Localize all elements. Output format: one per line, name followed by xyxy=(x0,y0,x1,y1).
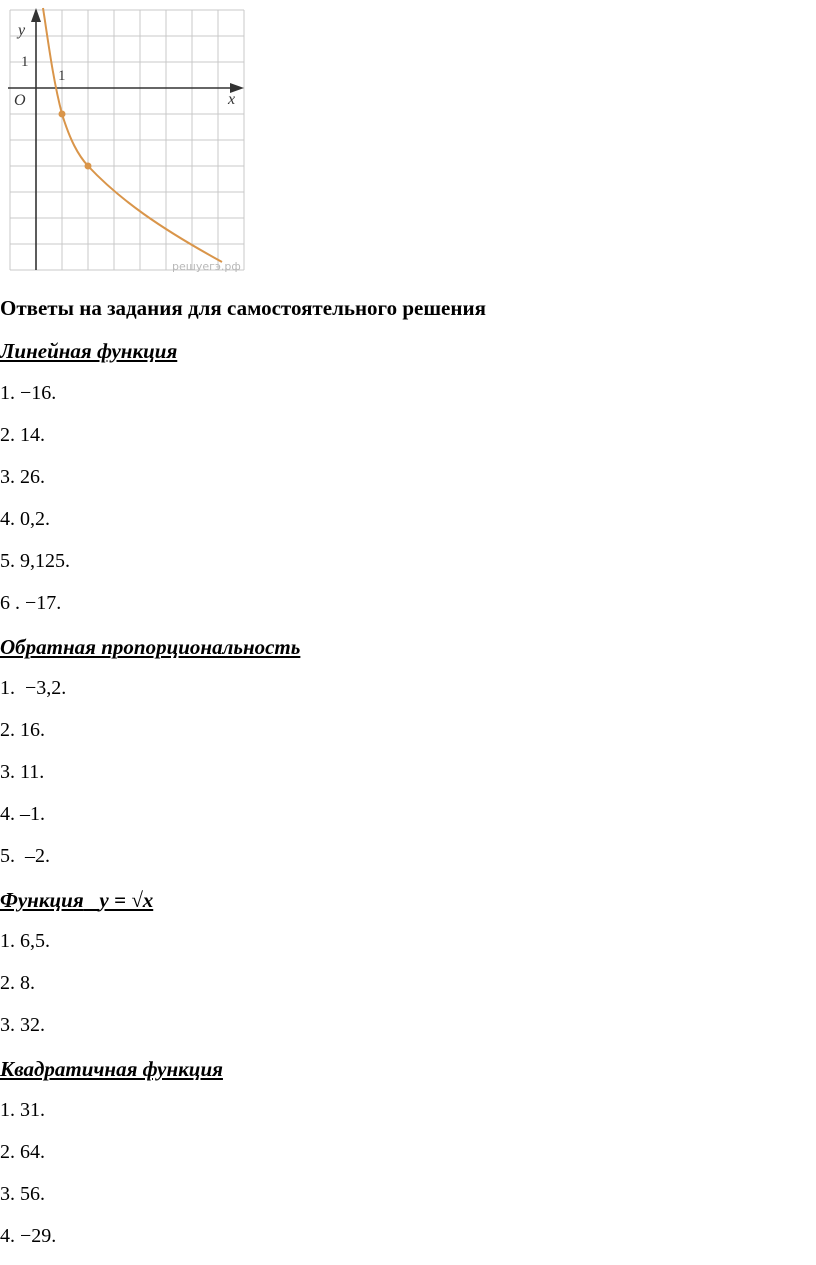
answer-line: 3. 56. xyxy=(0,1183,45,1205)
answer-line: 4. −29. xyxy=(0,1225,57,1247)
answer-line: 1. 31. xyxy=(0,1099,45,1121)
answer-line: 3. 11. xyxy=(0,761,45,783)
section-heading-inverse-proportionality: Обратная пропорциональность xyxy=(0,635,301,659)
function-curve xyxy=(43,8,222,262)
section-heading-text: Функция xyxy=(0,888,84,912)
y-unit-label: 1 xyxy=(21,54,29,70)
x-unit-label: 1 xyxy=(58,68,66,84)
answer-line: 6 . −17. xyxy=(0,592,62,614)
function-graph xyxy=(0,0,252,276)
answer-line: 5. –2. xyxy=(0,845,50,867)
answer-line: 4. 0,2. xyxy=(0,508,50,530)
answer-line: 2. 8. xyxy=(0,972,35,994)
answer-line: 1. −16. xyxy=(0,382,57,404)
answer-line: 2. 16. xyxy=(0,719,45,741)
x-axis-label: x xyxy=(228,91,236,108)
document-title: Ответы на задания для самостоятельного решения xyxy=(0,296,486,320)
y-axis-label: y xyxy=(18,22,26,39)
curve-point xyxy=(59,111,66,118)
answer-line: 2. 14. xyxy=(0,424,45,446)
answer-line: 3. 32. xyxy=(0,1014,45,1036)
answer-line: 5. 9,125. xyxy=(0,550,70,572)
section-heading-quadratic: Квадратичная функция xyxy=(0,1057,223,1081)
answer-line: 3. 26. xyxy=(0,466,45,488)
answer-line: 2. 64. xyxy=(0,1141,45,1163)
answer-line: 1. −3,2. xyxy=(0,677,67,699)
grid xyxy=(10,10,244,270)
watermark: решуегэ.рф xyxy=(172,260,241,273)
answer-line: 1. 6,5. xyxy=(0,930,50,952)
section-heading-sqrt-function xyxy=(0,888,153,913)
origin-label: O xyxy=(14,92,26,109)
answer-line: 4. –1. xyxy=(0,803,45,825)
section-heading-linear: Линейная функция xyxy=(0,339,178,363)
curve-point xyxy=(85,163,92,170)
sqrt-formula: y = √x xyxy=(99,888,154,912)
